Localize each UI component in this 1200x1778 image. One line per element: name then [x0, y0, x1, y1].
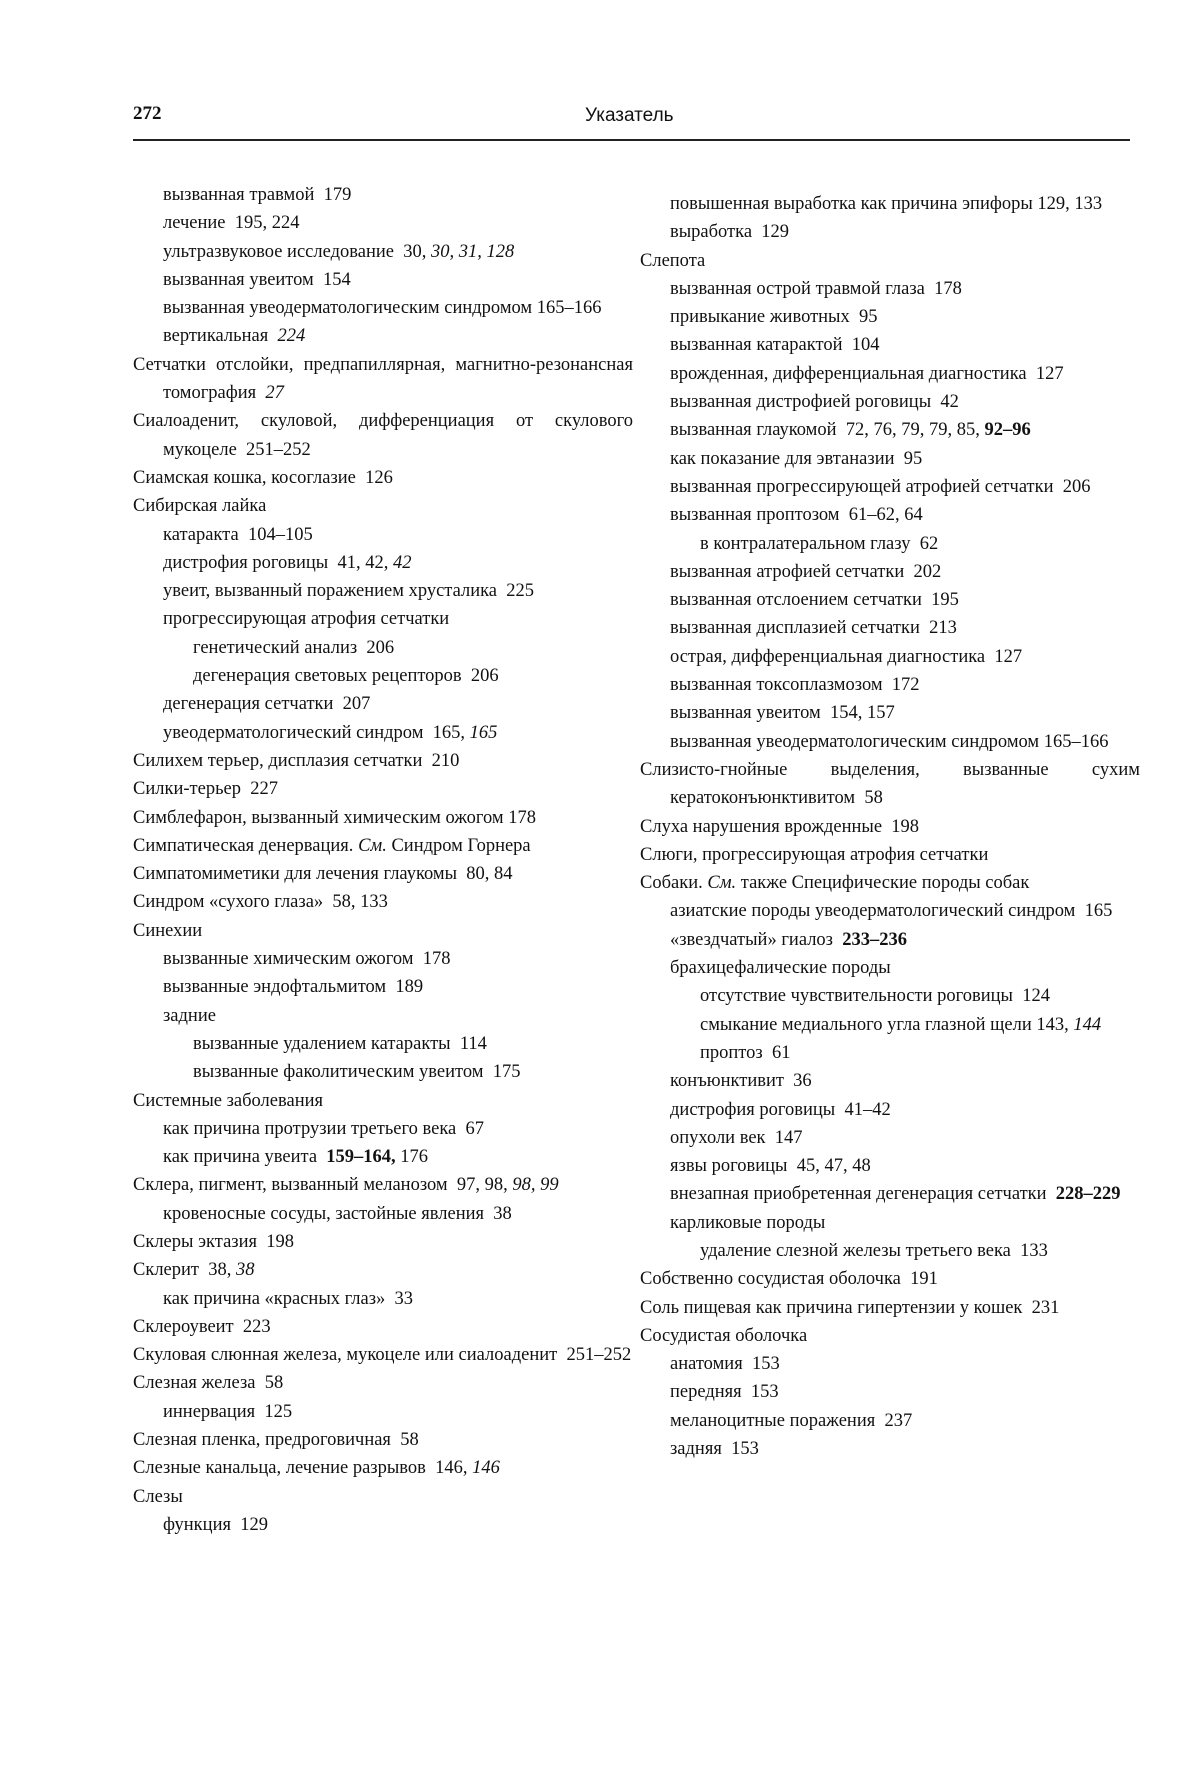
- index-entry-text: вызванная дисплазией сетчатки 213: [670, 618, 957, 639]
- index-entry-text: Симпатическая денервация.: [133, 835, 359, 856]
- index-entry: [193, 634, 633, 662]
- index-entry-text: меланоцитные поражения 237: [670, 1410, 913, 1431]
- index-entry: [163, 690, 633, 718]
- index-entry-text: увеодерматологический синдром 165,: [163, 722, 470, 743]
- index-entry: [133, 1171, 633, 1199]
- index-entry: [163, 1200, 633, 1228]
- index-entry-text: Слезная пленка, предроговичная 58: [133, 1430, 419, 1451]
- index-entry-text: вызванная увеитом 154, 157: [670, 703, 895, 724]
- index-entry: [163, 1115, 633, 1143]
- index-entry-text: 165: [469, 722, 498, 743]
- index-entry-text: азиатские породы увеодерматологический синдром 165: [670, 901, 1113, 922]
- index-entry: [670, 897, 1140, 925]
- index-entry: [670, 388, 1140, 416]
- index-entry-text: дегенерация световых рецепторов 206: [193, 666, 499, 687]
- index-entry: [133, 888, 633, 916]
- index-entry-text: анатомия 153: [670, 1354, 780, 1375]
- index-entry-text: Системные заболевания: [133, 1090, 324, 1111]
- index-entry: [670, 699, 1140, 727]
- index-entry-text: вызванная глаукомой 72, 76, 79, 79, 85,: [670, 420, 985, 441]
- index-entry-text: острая, дифференциальная диагностика 127: [670, 646, 1023, 667]
- index-entry-text: Симпатомиметики для лечения глаукомы 80, 84: [133, 864, 513, 885]
- index-entry: [640, 756, 1145, 813]
- index-entry: [133, 1256, 633, 1284]
- index-entry: [163, 973, 633, 1001]
- index-entry-text: вызванная катарактой 104: [670, 335, 880, 356]
- index-entry: [670, 303, 1140, 331]
- index-entry-text: 38: [236, 1260, 255, 1281]
- index-entry-text: 98, 99: [512, 1175, 559, 1196]
- index-entry: [163, 1511, 633, 1539]
- index-entry-text: как причина увеита: [163, 1147, 327, 1168]
- index-entry-text: функция 129: [163, 1514, 268, 1535]
- index-entry: [670, 275, 1140, 303]
- index-entry-text: Синехии: [133, 920, 203, 941]
- index-entry: [133, 775, 633, 803]
- index-entry-text: конъюнктивит 36: [670, 1071, 812, 1092]
- index-entry: [163, 1285, 633, 1313]
- index-entry-text: вызванные удалением катаракты 114: [193, 1033, 487, 1054]
- index-entry-text: Склероувеит 223: [133, 1316, 271, 1337]
- index-entry: [670, 1067, 1140, 1095]
- index-entry-text: 233–236: [842, 929, 907, 950]
- index-entry-text: 228–229: [1055, 1184, 1121, 1205]
- page-number: 272: [133, 103, 162, 124]
- index-entry-text: задние: [163, 1005, 216, 1026]
- index-entry: [133, 832, 633, 860]
- index-entry: [163, 266, 633, 294]
- index-entry-text: 42: [392, 552, 412, 573]
- index-entry: [133, 407, 638, 464]
- index-entry: [133, 1369, 633, 1397]
- index-entry-text: Сиалоаденит, скуловой, дифференциация от скулового мукоцеле 251–252: [133, 411, 638, 460]
- index-entry: [670, 1350, 1140, 1378]
- index-entry-text: лечение 195, 224: [163, 213, 300, 234]
- index-entry-text: катаракта 104–105: [163, 524, 313, 545]
- index-entry: [163, 945, 633, 973]
- index-entry: [163, 605, 633, 633]
- index-column-right: [640, 190, 1145, 1463]
- index-entry: [700, 1237, 1140, 1265]
- index-entry-text: привыкание животных 95: [670, 307, 878, 328]
- index-entry: [193, 1030, 633, 1058]
- index-entry-text: Скуловая слюнная железа, мукоцеле или сиалоаденит 251–252: [133, 1345, 632, 1366]
- index-entry: [163, 1143, 633, 1171]
- index-entry-text: язвы роговицы 45, 47, 48: [670, 1156, 871, 1177]
- index-entry: [700, 1011, 1140, 1039]
- index-entry-text: прогрессирующая атрофия сетчатки: [163, 609, 450, 630]
- index-entry: [670, 614, 1140, 642]
- index-entry-text: Слюги, прогрессирующая атрофия сетчатки: [640, 844, 989, 865]
- index-entry-text: 144: [1073, 1014, 1102, 1035]
- index-entry: [670, 1180, 1140, 1208]
- index-entry: [670, 1435, 1140, 1463]
- index-entry: [133, 492, 633, 520]
- index-entry: [670, 671, 1140, 699]
- index-entry: [163, 322, 633, 350]
- index-entry-text: Слизисто-гнойные выделения, вызванные сухим кератоконъюнктивитом 58: [640, 759, 1145, 809]
- index-entry-text: врожденная, дифференциальная диагностика 127: [670, 363, 1064, 384]
- index-entry: [670, 1124, 1140, 1152]
- index-entry-text: Собственно сосудистая оболочка 191: [640, 1269, 938, 1290]
- index-entry-text: дегенерация сетчатки 207: [163, 694, 371, 715]
- index-entry-text: Синдром «сухого глаза» 58, 133: [133, 892, 388, 913]
- index-entry: [670, 643, 1140, 671]
- index-entry-text: вызванная увеодерматологическим синдромом 165–166: [670, 731, 1109, 752]
- index-entry: [640, 1294, 1140, 1322]
- index-entry-text: См.: [707, 873, 737, 894]
- index-entry-text: генетический анализ 206: [193, 637, 395, 658]
- index-entry: [163, 521, 633, 549]
- index-entry: [670, 728, 1140, 756]
- index-entry-text: Силихем терьер, дисплазия сетчатки 210: [133, 750, 460, 771]
- index-entry-text: 176: [395, 1147, 429, 1168]
- index-entry: [670, 218, 1140, 246]
- index-entry-text: 92–96: [984, 420, 1031, 441]
- index-entry: [133, 747, 633, 775]
- index-entry-text: вызванная увеитом 154: [163, 269, 351, 290]
- index-entry-text: 30, 31, 128: [430, 241, 515, 262]
- index-entry-text: Слезы: [133, 1486, 183, 1507]
- index-entry-text: 146: [472, 1458, 500, 1479]
- index-entry: [670, 360, 1140, 388]
- index-entry: [163, 577, 633, 605]
- index-entry-text: вызванная отслоением сетчатки 195: [670, 590, 959, 611]
- index-entry: [163, 1398, 633, 1426]
- index-entry: [670, 1152, 1140, 1180]
- index-entry-text: Слезные канальца, лечение разрывов 146,: [133, 1458, 473, 1479]
- index-entry-text: иннервация 125: [163, 1401, 293, 1422]
- index-entry-text: Слуха нарушения врожденные 198: [640, 816, 920, 837]
- index-entry: [640, 869, 1140, 897]
- index-entry-text: Слепота: [640, 250, 706, 271]
- index-entry: [163, 719, 633, 747]
- running-head: Указатель: [585, 105, 674, 126]
- index-entry-text: смыкание медиального угла глазной щели 143,: [700, 1014, 1074, 1035]
- index-entry-text: «звездчатый» гиалоз: [670, 929, 843, 950]
- index-entry-text: вертикальная: [163, 326, 278, 347]
- index-entry-text: вызванная атрофией сетчатки 202: [670, 561, 942, 582]
- index-entry-text: в контралатеральном глазу 62: [700, 533, 939, 554]
- index-entry-text: отсутствие чувствительности роговицы 124: [700, 986, 1050, 1007]
- index-entry-text: Сосудистая оболочка: [640, 1325, 808, 1346]
- index-entry: [670, 1407, 1140, 1435]
- header-rule: [133, 139, 1130, 141]
- index-entry-text: вызванная прогрессирующей атрофией сетчатки 206: [670, 476, 1091, 497]
- index-entry: [133, 1454, 633, 1482]
- index-entry-text: вызванные химическим ожогом 178: [163, 949, 451, 970]
- index-entry: [640, 1265, 1140, 1293]
- index-entry: [193, 1058, 633, 1086]
- index-entry: [133, 1483, 633, 1511]
- index-entry: [670, 1209, 1140, 1237]
- index-entry: [670, 954, 1140, 982]
- index-entry-text: ультразвуковое исследование 30,: [163, 241, 431, 262]
- index-entry-text: вызванные эндофтальмитом 189: [163, 977, 424, 998]
- index-entry: [163, 181, 633, 209]
- index-entry: [700, 1039, 1140, 1067]
- index-entry: [670, 331, 1140, 359]
- index-entry-text: Склера, пигмент, вызванный меланозом 97, 98,: [133, 1175, 513, 1196]
- index-entry: [670, 190, 1140, 218]
- index-entry: [670, 416, 1140, 444]
- index-entry: [640, 247, 1140, 275]
- index-entry-text: 224: [277, 326, 306, 347]
- index-entry: [163, 1002, 633, 1030]
- index-entry-text: вызванные факолитическим увеитом 175: [193, 1062, 521, 1083]
- index-entry-text: 159–164,: [326, 1147, 396, 1168]
- index-entry: [133, 860, 633, 888]
- index-entry-text: Склерит 38,: [133, 1260, 237, 1281]
- index-entry: [670, 926, 1140, 954]
- index-entry-text: кровеносные сосуды, застойные явления 38: [163, 1203, 512, 1224]
- index-entry-text: Собаки.: [640, 873, 708, 894]
- index-entry: [700, 982, 1140, 1010]
- index-entry-text: проптоз 61: [700, 1042, 791, 1063]
- index-column-left: [133, 181, 638, 1539]
- index-entry-text: дистрофия роговицы 41, 42,: [163, 552, 393, 573]
- index-entry: [133, 1341, 633, 1369]
- index-entry: [640, 1322, 1140, 1350]
- index-entry-text: Слезная железа 58: [133, 1373, 284, 1394]
- index-entry-text: удаление слезной железы третьего века 133: [700, 1240, 1048, 1261]
- index-entry-text: как причина протрузии третьего века 67: [163, 1118, 484, 1139]
- index-entry: [163, 294, 633, 322]
- index-entry: [670, 1378, 1140, 1406]
- index-entry-text: внезапная приобретенная дегенерация сетчатки: [670, 1184, 1056, 1205]
- index-entry-text: Сиамская кошка, косоглазие 126: [133, 467, 393, 488]
- index-entry-text: Симблефарон, вызванный химическим ожогом 178: [133, 807, 536, 828]
- index-entry: [133, 1313, 633, 1341]
- index-entry: [670, 1096, 1140, 1124]
- index-entry: [133, 804, 633, 832]
- index-entry-text: карликовые породы: [670, 1212, 826, 1233]
- index-entry-text: Склеры эктазия 198: [133, 1231, 294, 1252]
- index-entry: [640, 841, 1140, 869]
- index-entry: [133, 917, 633, 945]
- index-entry-text: брахицефалические породы: [670, 958, 891, 979]
- index-entry-text: выработка 129: [670, 222, 790, 243]
- index-entry: [133, 464, 633, 492]
- index-entry: [163, 209, 633, 237]
- index-entry-text: повышенная выработка как причина эпифоры 129, 133: [670, 194, 1103, 214]
- index-entry: [670, 445, 1140, 473]
- index-entry: [670, 586, 1140, 614]
- index-entry: [133, 1087, 633, 1115]
- index-entry-text: дистрофия роговицы 41–42: [670, 1099, 891, 1120]
- index-entry-text: передняя 153: [670, 1382, 779, 1403]
- index-entry-text: задняя 153: [670, 1439, 759, 1460]
- index-entry: [133, 351, 638, 408]
- index-entry-text: как причина «красных глаз» 33: [163, 1288, 414, 1309]
- index-entry: [193, 662, 633, 690]
- index-entry-text: вызванная острой травмой глаза 178: [670, 278, 962, 299]
- index-entry-text: также Специфические породы собак: [736, 873, 1030, 894]
- index-entry: [133, 1228, 633, 1256]
- index-entry-text: как показание для эвтаназии 95: [670, 448, 923, 469]
- index-entry-text: См.: [358, 835, 387, 856]
- index-entry: [670, 558, 1140, 586]
- index-entry-text: вызванная дистрофией роговицы 42: [670, 392, 959, 413]
- index-entry-text: Сетчатки отслойки, предпапиллярная, магнитно-резонансная томография: [133, 354, 638, 404]
- index-entry: [640, 813, 1140, 841]
- index-entry: [163, 238, 633, 266]
- index-entry-text: Силки-терьер 227: [133, 779, 278, 800]
- index-entry: [670, 473, 1140, 501]
- index-entry-text: Синдром Горнера: [386, 835, 531, 856]
- index-entry: [670, 501, 1140, 529]
- index-entry-text: увеит, вызванный поражением хрусталика 225: [163, 581, 535, 602]
- index-entry-text: Сибирская лайка: [133, 496, 267, 517]
- index-entry: [700, 530, 1140, 558]
- page-header: [133, 103, 1130, 143]
- index-entry-text: вызванная проптозом 61–62, 64: [670, 505, 923, 526]
- index-entry-text: вызванная токсоплазмозом 172: [670, 675, 920, 696]
- index-entry-text: 27: [265, 383, 284, 404]
- index-entry-text: Соль пищевая как причина гипертензии у кошек 231: [640, 1297, 1060, 1318]
- index-entry-text: опухоли век 147: [670, 1127, 803, 1148]
- index-entry-text: вызванная увеодерматологическим синдромом 165–166: [163, 298, 602, 319]
- index-entry: [163, 549, 633, 577]
- index-entry-text: вызванная травмой 179: [163, 185, 352, 205]
- index-entry: [133, 1426, 633, 1454]
